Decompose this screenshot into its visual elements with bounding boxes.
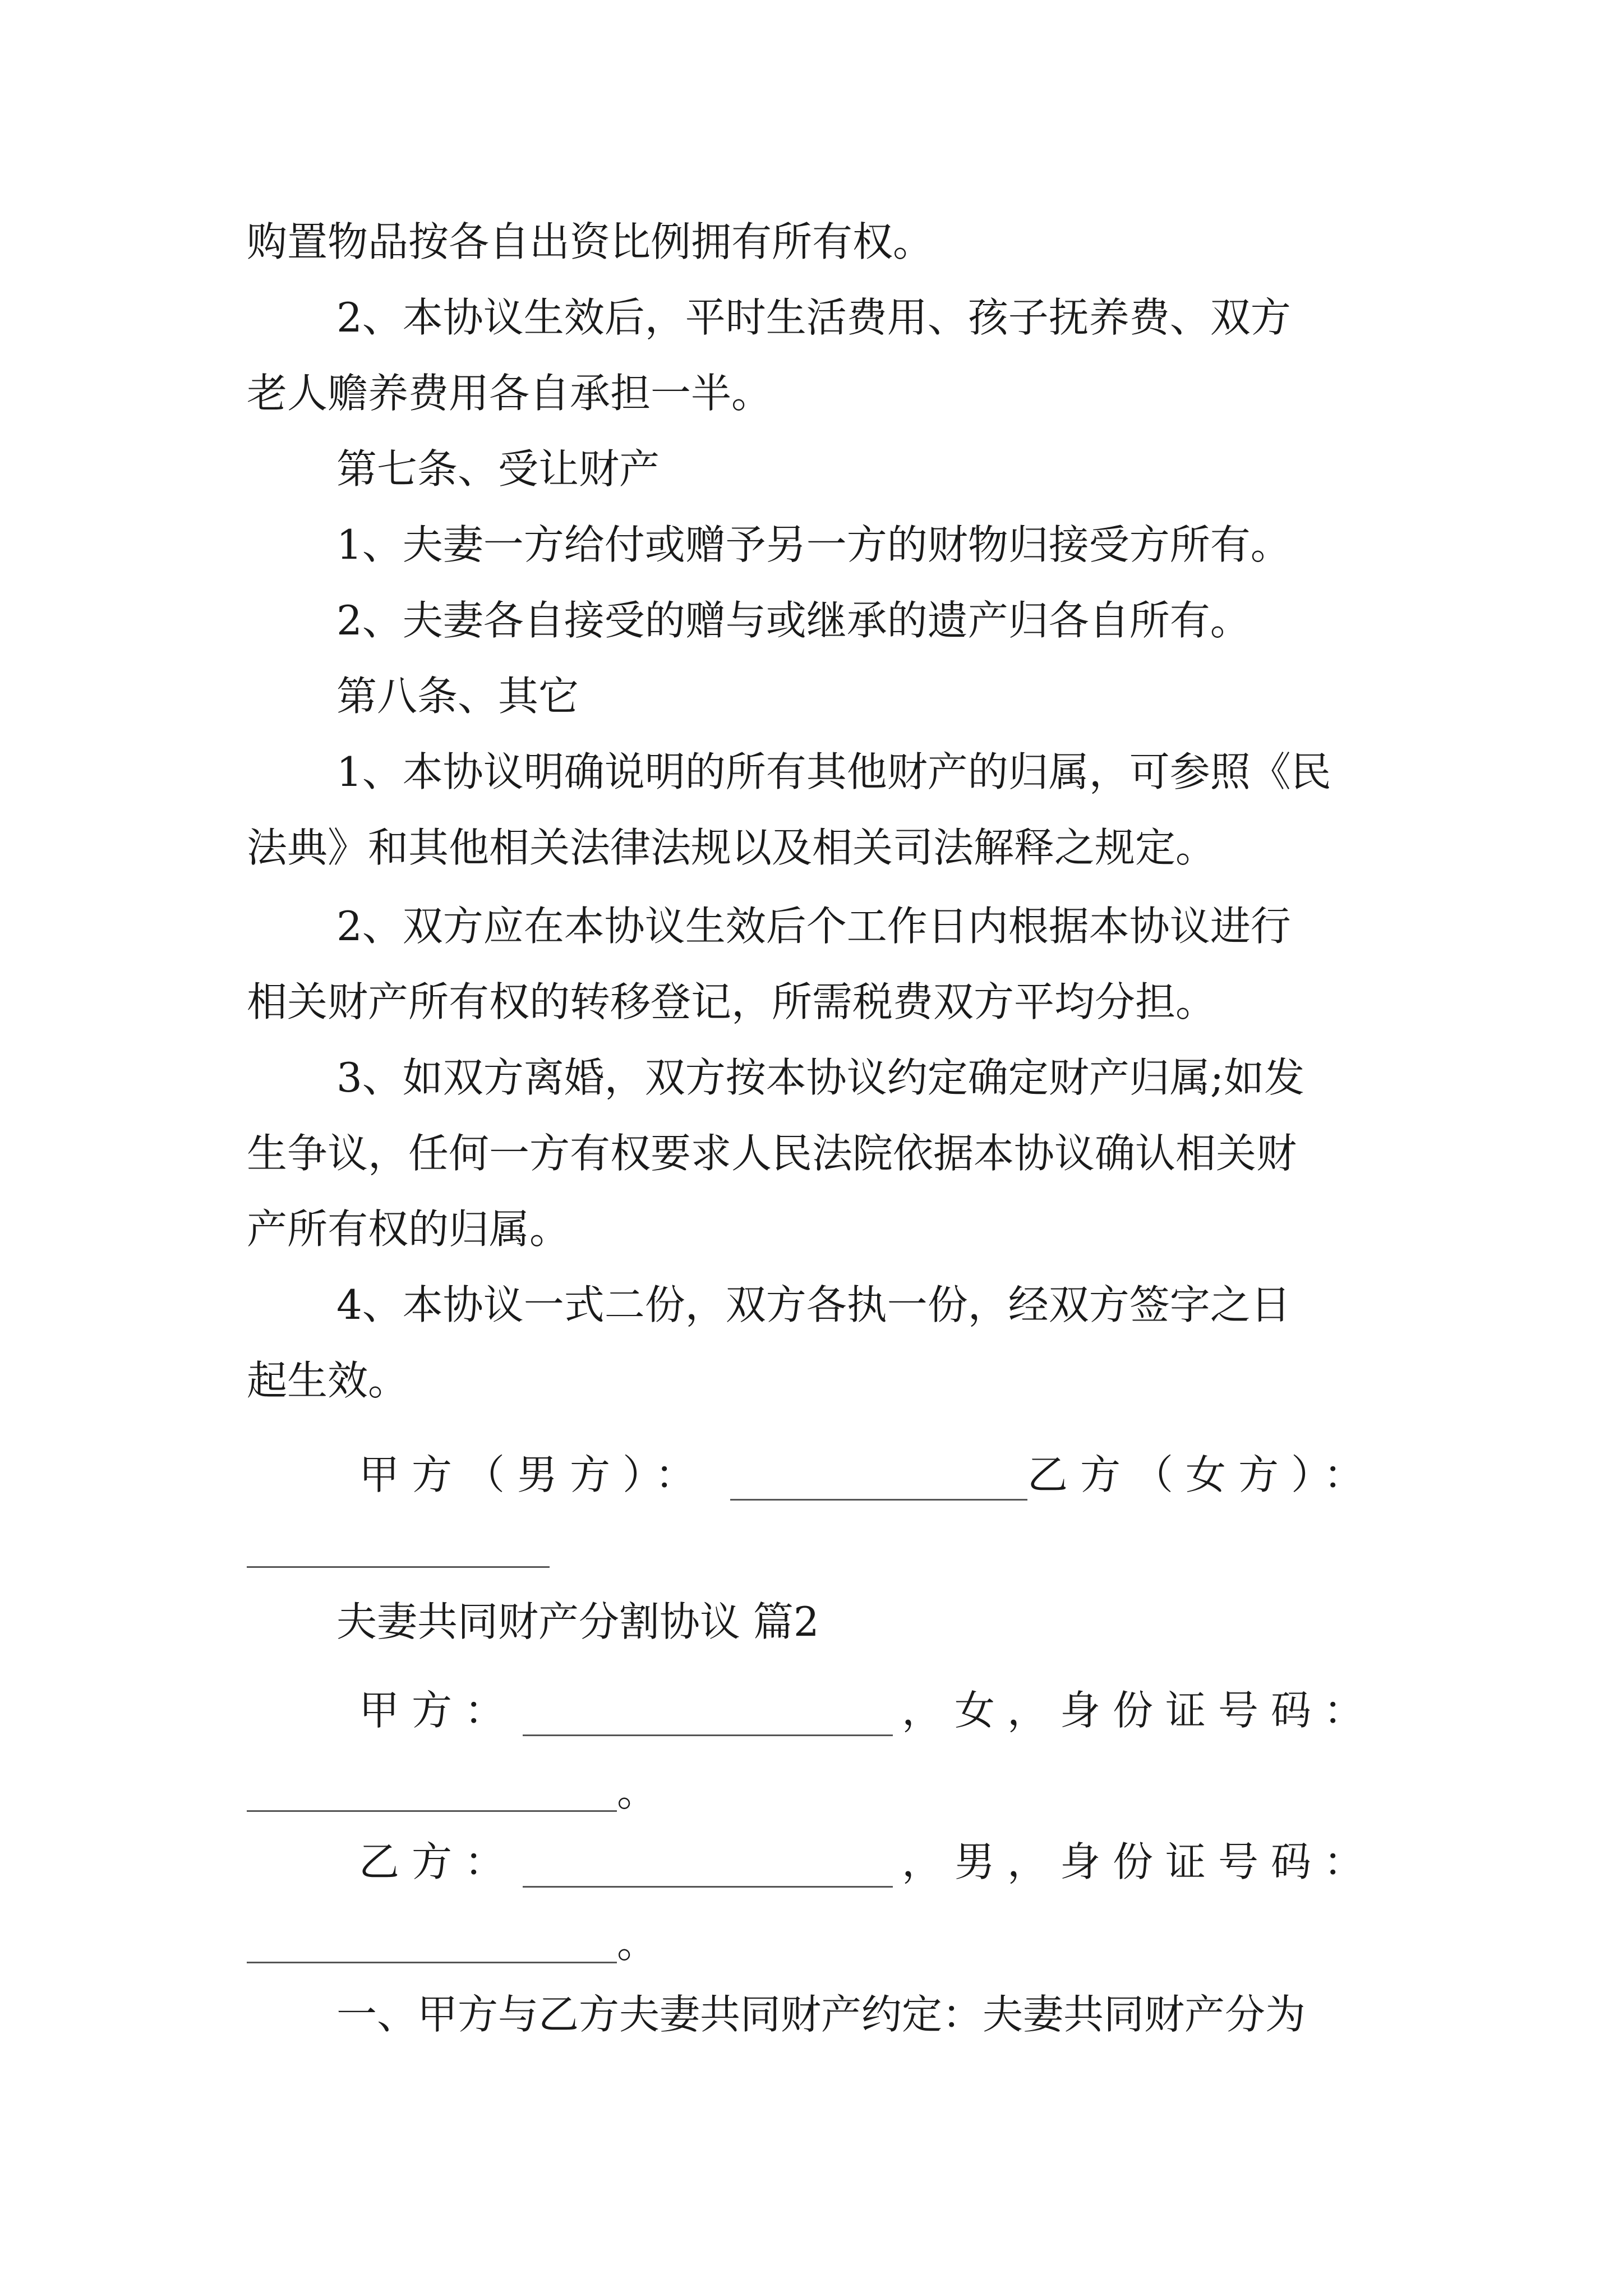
paragraph-line: 相关财产所有权的转移登记，所需税费双方平均分担。 (247, 978, 1216, 1025)
party-a-label: 甲方： (359, 1687, 518, 1734)
document-heading: 夫妻共同财产分割协议 篇2 (336, 1598, 819, 1645)
section-heading: 第八条、其它 (336, 673, 579, 720)
signature-row (359, 1451, 1376, 1501)
paragraph-line: 1、夫妻一方给付或赠予另一方的财物归接受方所有。 (336, 521, 1291, 568)
paragraph-line: 4、本协议一式二份，双方各执一份，经双方签字之日 (336, 1281, 1291, 1328)
paragraph-line: 起生效。 (247, 1357, 409, 1404)
party-b-signature-blank[interactable] (247, 1566, 550, 1568)
party-a-row (359, 1687, 1376, 1736)
party-a-name-blank[interactable] (523, 1700, 893, 1736)
party-a-gender-id: ，女，身份证号码： (901, 1687, 1376, 1734)
party-b-gender-id: ，男，身份证号码： (901, 1838, 1376, 1885)
paragraph-line: 产所有权的归属。 (247, 1205, 570, 1253)
party-a-id-blank[interactable] (247, 1775, 617, 1812)
party-a-signature-blank[interactable] (730, 1464, 1027, 1501)
paragraph-line: 2、夫妻各自接受的赠与或继承的遗产归各自所有。 (336, 597, 1251, 644)
party-a-end: 。 (617, 1768, 658, 1815)
paragraph-line: 2、双方应在本协议生效后个工作日内根据本协议进行 (336, 903, 1291, 950)
party-a-signature-label: 甲方（男方）： (359, 1451, 708, 1498)
paragraph-line: 购置物品按各自出资比例拥有所有权。 (247, 218, 934, 265)
paragraph-line: 1、本协议明确说明的所有其他财产的归属，可参照《民 (336, 748, 1331, 795)
party-b-end: 。 (617, 1920, 658, 1967)
party-b-id-row (247, 1918, 658, 1967)
party-b-label: 乙方： (359, 1838, 518, 1885)
party-b-name-blank[interactable] (523, 1851, 893, 1888)
paragraph-line: 生争议，任何一方有权要求人民法院依据本协议确认相关财 (247, 1130, 1297, 1177)
party-b-id-blank[interactable] (247, 1927, 617, 1963)
paragraph-line: 2、本协议生效后，平时生活费用、孩子抚养费、双方 (336, 294, 1291, 341)
paragraph-line: 老人赡养费用各自承担一半。 (247, 370, 772, 417)
section-heading: 第七条、受让财产 (336, 445, 660, 493)
party-b-row (359, 1838, 1376, 1888)
paragraph-line: 3、如双方离婚，双方按本协议约定确定财产归属;如发 (336, 1054, 1305, 1101)
paragraph-line: 法典》和其他相关法律法规以及相关司法解释之规定。 (247, 824, 1216, 871)
party-b-signature-label: 乙方（女方）： (1027, 1451, 1376, 1498)
party-a-id-row (247, 1767, 658, 1815)
paragraph-line: 一、甲方与乙方夫妻共同财产约定：夫妻共同财产分为 (336, 1991, 1306, 2038)
